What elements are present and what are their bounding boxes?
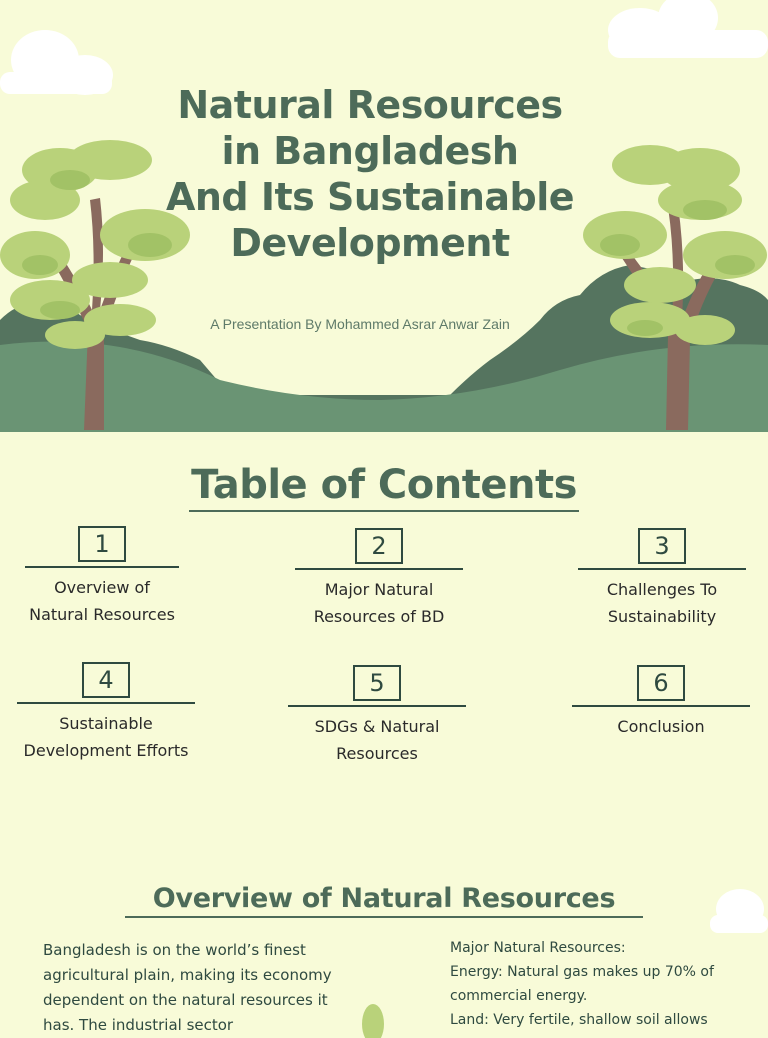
title-line: Development — [230, 221, 510, 265]
green-hill — [0, 342, 768, 432]
toc-item-2[interactable] — [295, 528, 463, 630]
major-resources-list — [450, 936, 750, 1032]
toc-number-box: 4 — [82, 662, 130, 698]
toc-divider — [288, 705, 466, 707]
toc-item-label: Conclusion — [617, 717, 705, 736]
leaf-icon — [360, 1002, 386, 1024]
toc-item-6[interactable] — [572, 665, 750, 740]
toc-number-box: 2 — [355, 528, 403, 564]
toc-item-label: Overview of Natural Resources — [29, 578, 175, 624]
title-line: And Its Sustainable — [165, 175, 575, 219]
cloud-right — [608, 0, 768, 58]
presentation-title — [150, 82, 590, 266]
overview-heading-text: Overview of Natural Resources — [125, 883, 643, 918]
toc-number-box: 6 — [637, 665, 685, 701]
toc-item-label: SDGs & Natural Resources — [314, 717, 440, 763]
toc-item-label: Sustainable Development Efforts — [23, 714, 189, 760]
toc-item-1[interactable] — [25, 526, 179, 628]
title-line: in Bangladesh — [221, 129, 519, 173]
overview-heading — [0, 883, 768, 918]
toc-item-4[interactable] — [17, 662, 195, 764]
cloud-left — [0, 30, 113, 95]
toc-number-box: 3 — [638, 528, 686, 564]
toc-item-3[interactable] — [578, 528, 746, 630]
toc-divider — [25, 566, 179, 568]
major-resources-heading: Major Natural Resources: — [450, 940, 626, 956]
toc-divider — [295, 568, 463, 570]
land-resource-text: Land: Very fertile, shallow soil allows — [450, 1012, 708, 1028]
toc-item-5[interactable] — [288, 665, 466, 767]
presentation-subtitle: A Presentation By Mohammed Asrar Anwar Zain — [210, 316, 510, 332]
toc-item-label: Challenges To Sustainability — [606, 580, 718, 626]
toc-divider — [572, 705, 750, 707]
hero-banner — [0, 0, 768, 432]
toc-item-label: Major Natural Resources of BD — [313, 580, 445, 626]
toc-divider — [17, 702, 195, 704]
title-line: Natural Resources — [177, 83, 563, 127]
overview-intro-text: Bangladesh is on the world’s finest agricultural plain, making its economy dependent on the natural resources it has. The industrial sector — [43, 941, 332, 1034]
toc-heading — [0, 462, 768, 512]
toc-number-box: 1 — [78, 526, 126, 562]
toc-heading-text: Table of Contents — [189, 462, 579, 512]
energy-resource-text: Energy: Natural gas makes up 70% of commercial energy. — [450, 964, 714, 1004]
toc-divider — [578, 568, 746, 570]
toc-number-box: 5 — [353, 665, 401, 701]
